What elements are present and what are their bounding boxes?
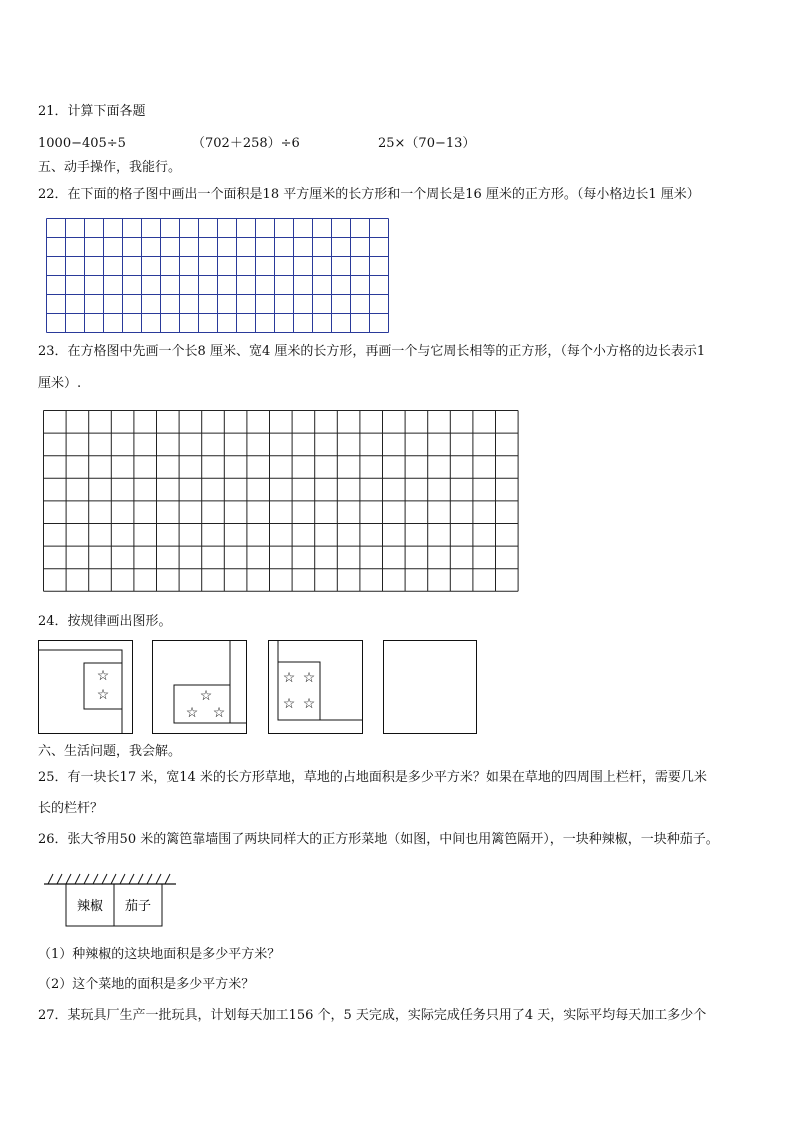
q26-text: 26．张大爷用50 米的篱笆靠墙围了两块同样大的正方形菜地（如图，中间也用篱笆隔开），一块种辣椒，一块种茄子。 xyxy=(38,832,719,847)
q26-subquestion-2: （2）这个菜地的面积是多少平方米？ xyxy=(38,977,255,992)
q27-text: 27．某玩具厂生产一批玩具，计划每天加工156 个，5 天完成，实际完成任务只用了4 天，实际平均每天加工多少个 xyxy=(38,1008,707,1023)
q21-expression-3: 25×（70−13） xyxy=(378,136,476,151)
q23-grid xyxy=(43,410,523,594)
wall-hatch-mark xyxy=(147,874,152,884)
wall-hatch-mark xyxy=(129,874,134,884)
wall-hatch-mark xyxy=(165,874,170,884)
wall-hatch-mark xyxy=(48,874,53,884)
q23-text-line1: 23．在方格图中先画一个长8 厘米、宽4 厘米的长方形，再画一个与它周长相等的正方形，（每个小方格的边长表示1 xyxy=(38,344,706,359)
wall-hatch-mark xyxy=(66,874,71,884)
star-icon: ☆ xyxy=(185,705,199,721)
q22-text: 22．在下面的格子图中画出一个面积是18 平方厘米的长方形和一个周长是16 厘米的正方形。（每小格边长1 厘米） xyxy=(38,187,700,202)
star-icon: ☆ xyxy=(302,696,316,712)
q21-title: 21．计算下面各题 xyxy=(38,104,146,119)
q24-figure-3 xyxy=(268,640,364,736)
wall-hatch-mark xyxy=(84,874,89,884)
q22-grid xyxy=(46,218,391,335)
q25-text-line2: 长的栏杆？ xyxy=(38,801,104,816)
plot-label-pepper: 辣椒 xyxy=(76,899,104,914)
star-icon: ☆ xyxy=(96,687,110,703)
star-icon: ☆ xyxy=(212,705,226,721)
wall-hatch-mark xyxy=(75,874,80,884)
q24-figure-2 xyxy=(152,640,248,736)
q26-subquestion-1: （1）种辣椒的这块地面积是多少平方米？ xyxy=(38,947,281,962)
q24-figure-1 xyxy=(38,640,134,736)
wall-hatch-mark xyxy=(111,874,116,884)
star-icon: ☆ xyxy=(302,670,316,686)
q24-text: 24．按规律画出图形。 xyxy=(38,614,172,629)
q21-expression-1: 1000−405÷5 xyxy=(38,136,126,151)
q23-text-line2: 厘米）. xyxy=(38,376,82,391)
wall-hatch-mark xyxy=(156,874,161,884)
wall-hatch-mark xyxy=(57,874,62,884)
wall-hatch-mark xyxy=(138,874,143,884)
star-icon: ☆ xyxy=(96,668,110,684)
q24-figure-4-empty xyxy=(383,640,479,736)
star-icon: ☆ xyxy=(199,688,213,704)
star-icon: ☆ xyxy=(282,670,296,686)
star-icon: ☆ xyxy=(282,696,296,712)
wall-hatch-mark xyxy=(120,874,125,884)
wall-hatch-mark xyxy=(102,874,107,884)
q21-expression-2: （702＋258）÷6 xyxy=(192,136,300,151)
q26-vegetable-plot-figure xyxy=(40,868,180,934)
q25-text-line1: 25．有一块长17 米，宽14 米的长方形草地，草地的占地面积是多少平方米？如果在草地的四周围上栏杆，需要几米 xyxy=(38,770,707,785)
section-5-heading: 五、动手操作，我能行。 xyxy=(38,160,182,175)
wall-hatch-mark xyxy=(93,874,98,884)
section-6-heading: 六、生活问题，我会解。 xyxy=(38,744,182,759)
plot-label-eggplant: 茄子 xyxy=(124,899,152,914)
